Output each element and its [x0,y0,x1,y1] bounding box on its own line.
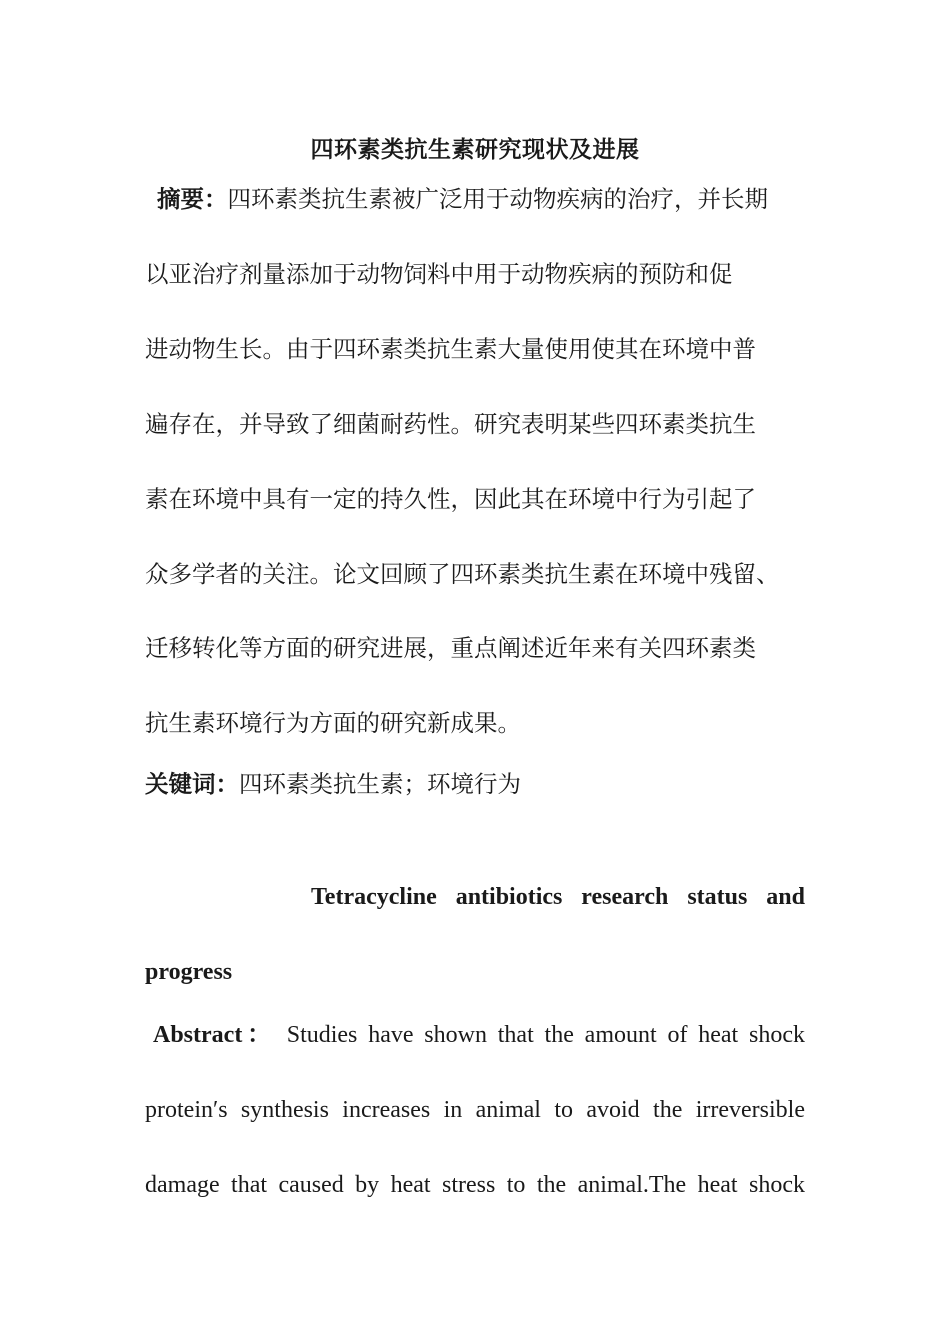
abstract-en-line-3: damage that caused by heat stress to the animal.The heat shock [145,1172,805,1198]
abstract-cn-line-4: 遍存在，并导致了细菌耐药性。研究表明某些四环素类抗生 [145,410,756,438]
english-title-line-2: progress [145,959,233,985]
chinese-title: 四环素类抗生素研究现状及进展 [310,137,640,163]
abstract-cn-text: 四环素类抗生素被广泛用于动物疾病的治疗，并长期 [227,185,768,213]
abstract-en-label: Abstract： [153,1022,276,1048]
english-title-line-1: Tetracycline antibiotics research status and [311,884,805,910]
keywords-cn [145,767,521,801]
abstract-cn-line-5: 素在环境中具有一定的持久性，因此其在环境中行为引起了 [145,485,756,513]
keywords-cn-label: 关键词： [145,770,239,798]
keywords-cn-value: 四环素类抗生素；环境行为 [239,770,521,798]
abstract-en-text: Studies have shown that the amount of heat shock [286,1022,806,1048]
abstract-cn-line-1 [157,182,768,216]
abstract-en-line-2: protein′s synthesis increases in animal to avoid the irreversible [145,1097,805,1123]
abstract-en-line-1 [153,1018,805,1052]
abstract-cn-line-3: 进动物生长。由于四环素类抗生素大量使用使其在环境中普 [145,335,756,363]
abstract-cn-line-7: 迁移转化等方面的研究进展，重点阐述近年来有关四环素类 [145,634,756,662]
abstract-cn-line-6: 众多学者的关注。论文回顾了四环素类抗生素在环境中残留、 [145,560,780,588]
abstract-cn-line-8: 抗生素环境行为方面的研究新成果。 [145,709,521,737]
abstract-cn-line-2: 以亚治疗剂量添加于动物饲料中用于动物疾病的预防和促 [145,260,733,288]
abstract-cn-label: 摘要： [157,185,228,213]
